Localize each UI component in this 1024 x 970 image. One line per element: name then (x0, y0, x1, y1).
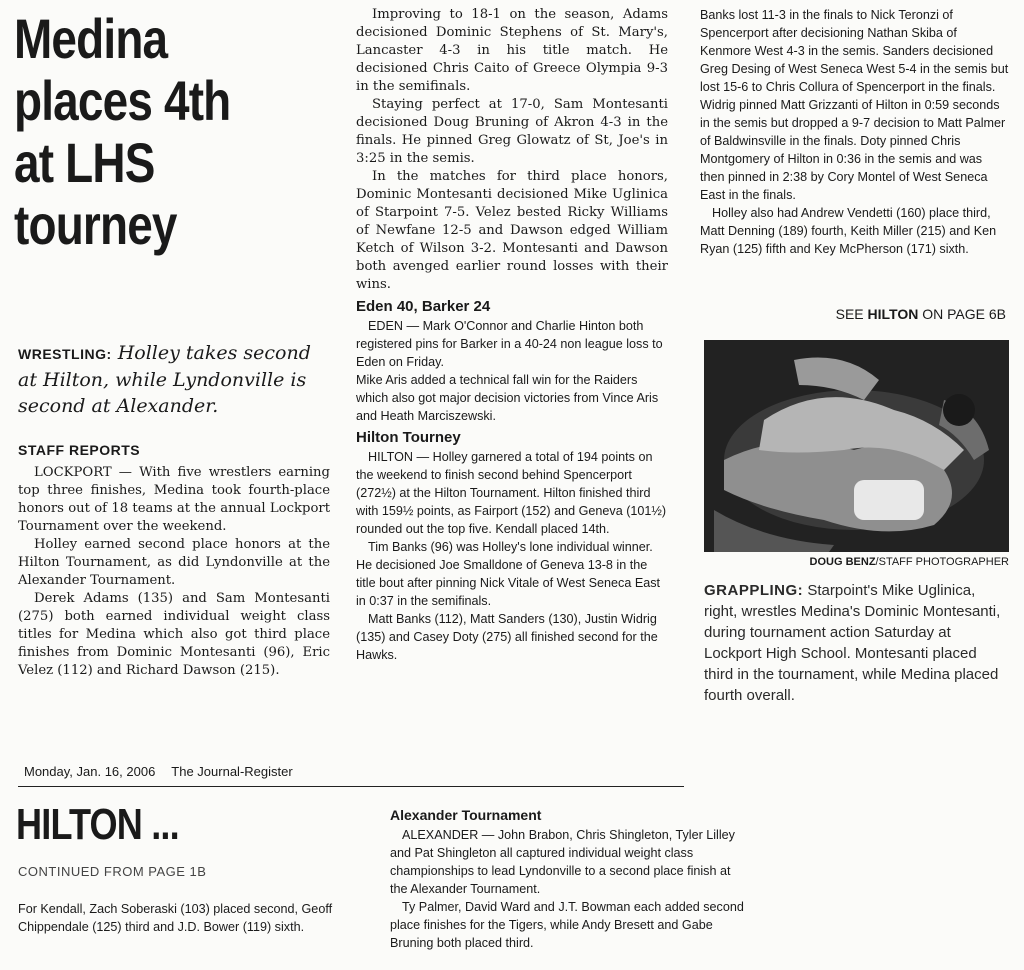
section-divider (18, 786, 684, 787)
subhead-alexander: Alexander Tournament (390, 807, 542, 823)
photographer-name: DOUG BENZ (809, 556, 876, 568)
continued-label: CONTINUED FROM PAGE 1B (18, 864, 207, 879)
photo-caption (704, 580, 1009, 706)
headline-line: tourney (14, 193, 177, 256)
headline-line: Medina (14, 7, 168, 70)
paragraph: In the matches for third place honors, Dominic Montesanti decisioned Mike Uglinica of Starpoint 7-5. Velez bested Ricky Williams of Newfane 12-5 and Dawson edged William Ketch of Wilson 3-2. Montesanti and Dawson both avenged earlier round losses with their wins. (356, 169, 668, 292)
paragraph: Tim Banks (96) was Holley's lone individual winner. He decisioned Joe Smalldone of Geneva 13-8 in the title bout after pinning Nick Vitale of West Seneca East in 0:37 in the semifinals. (356, 540, 661, 608)
jump-reference (700, 306, 1006, 322)
wrestlers-illustration (704, 340, 1009, 552)
paragraph: ALEXANDER — John Brabon, Chris Shingleton, Tyler Lilley and Pat Shingleton all captured individual weight class championships to lead Lyndonville to a second place finish at the Alexander Tournament. (390, 828, 735, 896)
headline-line: at LHS (14, 131, 155, 194)
headline-line: places 4th (14, 69, 231, 132)
photographer-role: /STAFF PHOTOGRAPHER (875, 556, 1009, 568)
article-column-2 (356, 6, 668, 664)
paragraph: LOCKPORT — With five wrestlers earning top three finishes, Medina took fourth-place honors out of 18 teams at the annual Lockport Tournament over the weekend. (18, 465, 330, 534)
page-dateline (24, 764, 293, 779)
subhead-eden: Eden 40, Barker 24 (356, 298, 491, 315)
caption-text: Starpoint's Mike Uglinica, right, wrestles Medina's Dominic Montesanti, during tournament action Saturday at Lockport High School. Montesanti placed third in the tournament, while Medina placed fourth overall. (704, 582, 1001, 704)
paragraph: Derek Adams (135) and Sam Montesanti (275) both earned individual weight class titles for Medina which also got third place finishes from Dominic Montesanti (96), Eric Velez (112) and Richard Dawson (215). (18, 591, 330, 678)
wrestling-photo (704, 340, 1009, 552)
issue-date: Monday, Jan. 16, 2006 (24, 764, 156, 779)
alexander-section (390, 806, 750, 952)
deck (18, 340, 318, 419)
article-column-3 (700, 6, 1010, 258)
subhead-hilton: Hilton Tourney (356, 429, 461, 446)
deck-kicker: WRESTLING: (18, 346, 112, 362)
photo-credit (704, 556, 1009, 568)
caption-kicker: GRAPPLING: (704, 582, 804, 599)
kendall-paragraph: For Kendall, Zach Soberaski (103) placed second, Geoff Chippendale (125) third and J.D. Bower (119) sixth. (18, 902, 333, 934)
jump-post: ON PAGE 6B (922, 306, 1006, 322)
paragraph: HILTON — Holley garnered a total of 194 points on the weekend to finish second behind Spencerport (272½) at the Hilton Tournament. Hilton finished third with 159½ points, as Fairport (152) and Geneva (101½) rounded out the top five. Kendall placed 14th. (356, 450, 667, 536)
newspaper-name: The Journal-Register (171, 764, 293, 779)
byline: STAFF REPORTS (18, 442, 141, 458)
jump-bold: HILTON (867, 306, 919, 322)
article-column-1 (18, 464, 330, 680)
jump-pre: SEE (835, 306, 864, 322)
headline (14, 8, 276, 256)
paragraph: EDEN — Mark O'Connor and Charlie Hinton both registered pins for Barker in a 40-24 non league loss to Eden on Friday. (356, 319, 663, 369)
paragraph: Staying perfect at 17-0, Sam Montesanti decisioned Doug Bruning of Akron 4-3 in the finals. He pinned Greg Glowatz of St, Joe's in 3:25 in the semis. (356, 97, 668, 166)
paragraph: Improving to 18-1 on the season, Adams decisioned Dominic Stephens of St. Mary's, Lancaster 4-3 in his title match. He decisioned Chris Caito of Greece Olympia 9-3 in the semifinals. (356, 7, 668, 94)
paragraph: Holley earned second place honors at the Hilton Tournament, as did Lyndonville at the Alexander Tournament. (18, 537, 330, 588)
paragraph: Ty Palmer, David Ward and J.T. Bowman each added second place finishes for the Tigers, while Andy Bresett and Gabe Bruning both placed third. (390, 900, 744, 950)
paragraph: Mike Aris added a technical fall win for the Raiders which also got major decision victories from Vince Aris and Heath Marciszewski. (356, 373, 659, 423)
jump-headline: HILTON ... (16, 800, 179, 849)
paragraph: Holley also had Andrew Vendetti (160) place third, Matt Denning (189) fourth, Keith Miller (215) and Ken Ryan (125) fifth and Key McPherson (171) sixth. (700, 206, 997, 256)
paragraph: Matt Banks (112), Matt Sanders (130), Justin Widrig (135) and Casey Doty (275) all finished second for the Hawks. (356, 612, 658, 662)
deck-text: Holley takes second at Hilton, while Lyndonville is second at Alexander. (18, 342, 311, 417)
paragraph: Banks lost 11-3 in the finals to Nick Teronzi of Spencerport after decisioning Nathan Skiba of Kenmore West 4-3 in the semis. Sanders decisioned Greg Desing of West Seneca West 5-4 in the semis but lost 15-6 to Chris Collura of Spencerport in the finals. Widrig pinned Matt Grizzanti of Hilton in 0:59 seconds in the semis but dropped a 9-7 decision to Matt Palmer of Baldwinsville in the finals. Doty pinned Chris Montgomery of Hilton in 0:36 in the semis and was then pinned in 2:38 by Cory Montel of West Seneca East in the finals. (700, 8, 1009, 202)
